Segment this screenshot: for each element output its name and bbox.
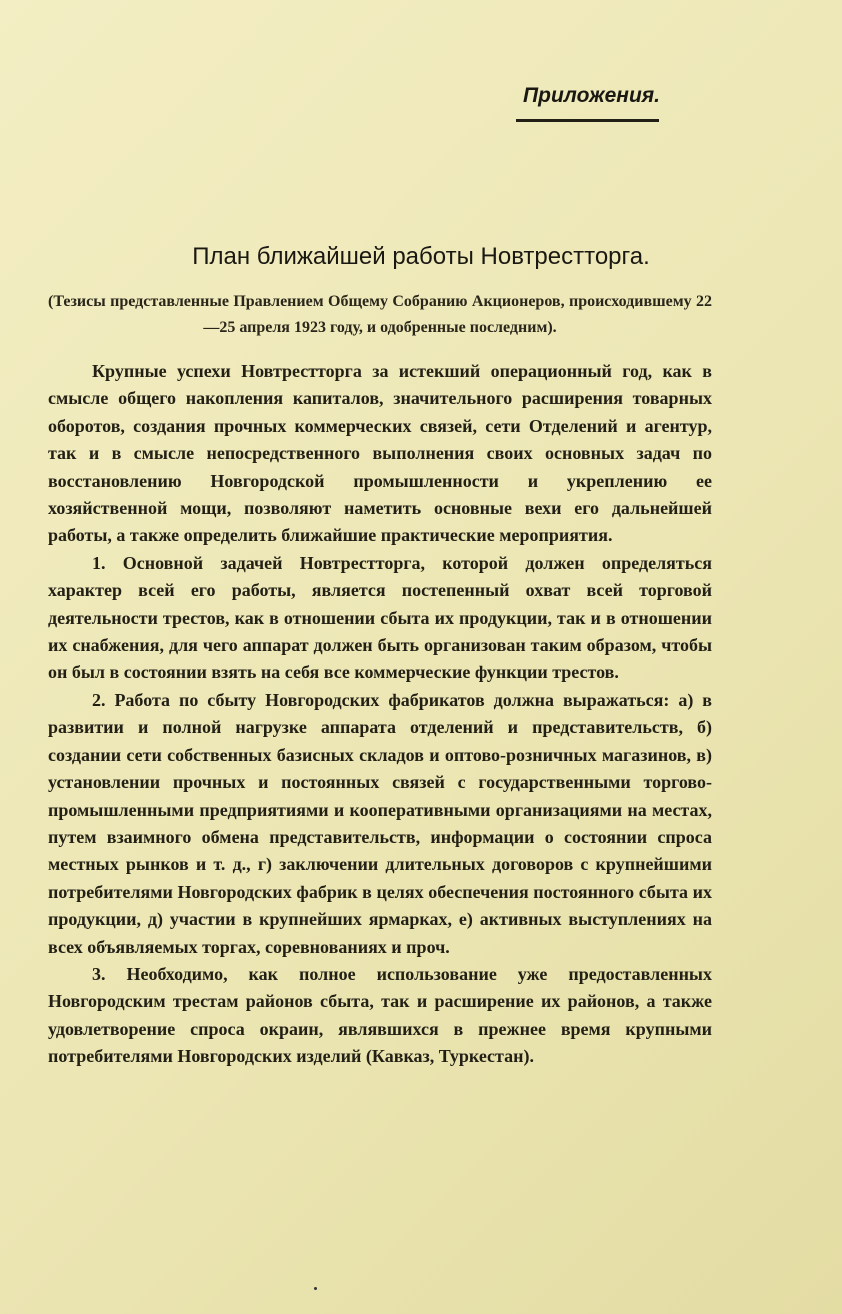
section-header: Приложения. [523,84,660,107]
thesis-2-paragraph: 2. Работа по сбыту Новгородских фабрикатов должна выражаться: а) в развитии и полной нагрузке аппарата отделений и представительств, б) создании сети собственных базисных складов и оптово-розничных магазинов, в) установлении прочных и постоянных связей с государственными торгово-промышленными предприятиями и кооперативными организациями на местах, путем взаимного обмена представительств, информации о состоянии спроса местных рынков и т. д., г) заключении длительных договоров с крупнейшими потребителями Новгородских фабрик в целях обеспечения постоянного сбыта их продукции, д) участии в крупнейших ярмарках, е) активных выступлениях на всех объявляемых торгах, соревнованиях и проч. [48,689,712,957]
page-mark [314,1287,317,1290]
document-subtitle: (Тезисы представленные Правлением Общему Собранию Акционеров, происходившему 22—25 апреля 1923 году, и одобренные последним). [48,293,712,336]
thesis-1-paragraph: 1. Основной задачей Новтрестторга, которой должен определяться характер всей его работы, является постепенный охват всей торговой деятельности трестов, как в отношении сбыта их продукции, так и в отношении их снабжения, для чего аппарат должен быть организован таким образом, чтобы он был в состоянии взять на себя все коммерческие функции трестов. [48,552,712,683]
intro-paragraph: Крупные успехи Новтрестторга за истекший операционный год, как в смысле общего накопления капиталов, значительного расширения товарных оборотов, создания прочных коммерческих связей, сети Отделений и агентур, так и в смысле непосредственного выполнения своих основных задач по восстановлению Новгородской промышленности и укреплению ее хозяйственной мощи, позволяют наметить основные вехи его дальнейшей работы, а также определить ближайшие практические мероприятия. [48,361,712,546]
document-title: План ближайшей работы Новтрестторга. [192,243,650,270]
header-rule [516,119,659,122]
thesis-3-paragraph: 3. Необходимо, как полное использование уже предоставленных Новгородским трестам районов сбыта, так и расширение их районов, а также удовлетворение спроса окраин, являвшихся в прежнее время крупными потребителями Новгородских изделий (Кавказ, Туркестан). [48,963,712,1067]
document-body [48,358,712,1071]
